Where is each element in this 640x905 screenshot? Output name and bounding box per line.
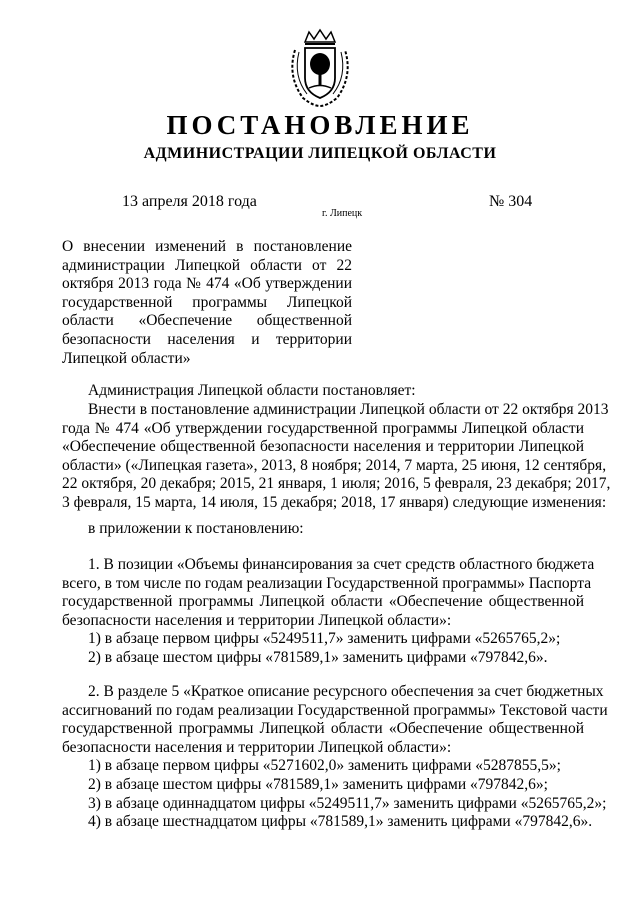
section-1 <box>62 556 595 668</box>
coat-of-arms-emblem <box>285 28 355 108</box>
subject-line: Липецкой области» <box>62 349 191 367</box>
section-2-line: безопасности населения и территории Липецкой области»: <box>62 738 452 756</box>
intro-line: 3 февраля, 15 марта, 14 июля, 15 декабря; 2018, 17 января) следующие изменения: <box>62 493 607 511</box>
section-1-item: 2) в абзаце шестом цифры «781589,1» заменить цифрами «797842,6». <box>88 648 548 666</box>
intro-line: 22 октября, 20 декабря; 2015, 21 января, 1 июля; 2016, 5 февраля, 23 декабря; 2017, <box>62 475 611 493</box>
intro-line: года № 474 «Об утверждении государственной программы Липецкой области <box>62 419 584 437</box>
intro-paragraph <box>62 401 611 513</box>
section-2-line: ассигнований по годам реализации Государственной программы» Текстовой части <box>62 701 608 719</box>
intro-line: «Обеспечение общественной безопасности населения и территории Липецкой <box>62 438 584 456</box>
document-number: № 304 <box>489 193 533 210</box>
section-2-line: 2. В разделе 5 «Краткое описание ресурсного обеспечения за счет бюджетных <box>88 683 604 700</box>
subject-line: О внесении изменений в постановление <box>62 238 352 255</box>
appendix-paragraph <box>62 520 584 539</box>
section-1-line: 1. В позиции «Объемы финансирования за счет средств областного бюджета <box>88 556 595 573</box>
subject-line: безопасности населения и территории <box>62 330 352 348</box>
document-date: 13 апреля 2018 года <box>122 193 257 210</box>
section-2-item: 2) в абзаце шестом цифры «781589,1» заменить цифрами «797842,6»; <box>88 775 548 793</box>
subject-line: администрации Липецкой области от 22 <box>62 256 352 274</box>
section-1-item: 1) в абзаце первом цифры «5249511,7» заменить цифрами «5265765,2»; <box>88 630 561 648</box>
section-2-line: государственной программы Липецкой области «Обеспечение общественной <box>62 720 584 738</box>
section-2 <box>62 683 608 832</box>
section-2-item: 1) в абзаце первом цифры «5271602,0» заменить цифрами «5287855,5»; <box>88 757 561 775</box>
document-title: ПОСТАНОВЛЕНИЕ <box>166 110 474 140</box>
decree-line: Администрация Липецкой области постановляет: <box>88 382 416 399</box>
section-1-line: всего, в том числе по годам реализации Государственной программы» Паспорта <box>62 574 592 592</box>
intro-line: области» («Липецкая газета», 2013, 8 ноября; 2014, 7 марта, 25 июня, 12 сентября, <box>62 456 607 474</box>
subject-line: октября 2013 года № 474 «Об утверждении <box>62 275 352 293</box>
document-issuer: АДМИНИСТРАЦИИ ЛИПЕЦКОЙ ОБЛАСТИ <box>143 145 497 162</box>
document-city: г. Липецк <box>322 208 363 219</box>
section-1-line: безопасности населения и территории Липецкой области»: <box>62 611 452 629</box>
subject-line: государственной программы Липецкой <box>62 293 352 311</box>
section-2-item: 3) в абзаце одиннадцатом цифры «5249511,7» заменить цифрами «5265765,2»; <box>88 794 607 812</box>
intro-line: Внести в постановление администрации Липецкой области от 22 октября 2013 <box>88 401 609 418</box>
appendix-line: в приложении к постановлению: <box>88 520 304 537</box>
subject-line: области «Обеспечение общественной <box>62 312 352 330</box>
section-1-line: государственной программы Липецкой области «Обеспечение общественной <box>62 593 584 611</box>
decree-paragraph <box>62 382 584 401</box>
document-subject <box>62 238 352 368</box>
section-2-item: 4) в абзаце шестнадцатом цифры «781589,1» заменить цифрами «797842,6». <box>88 813 593 831</box>
